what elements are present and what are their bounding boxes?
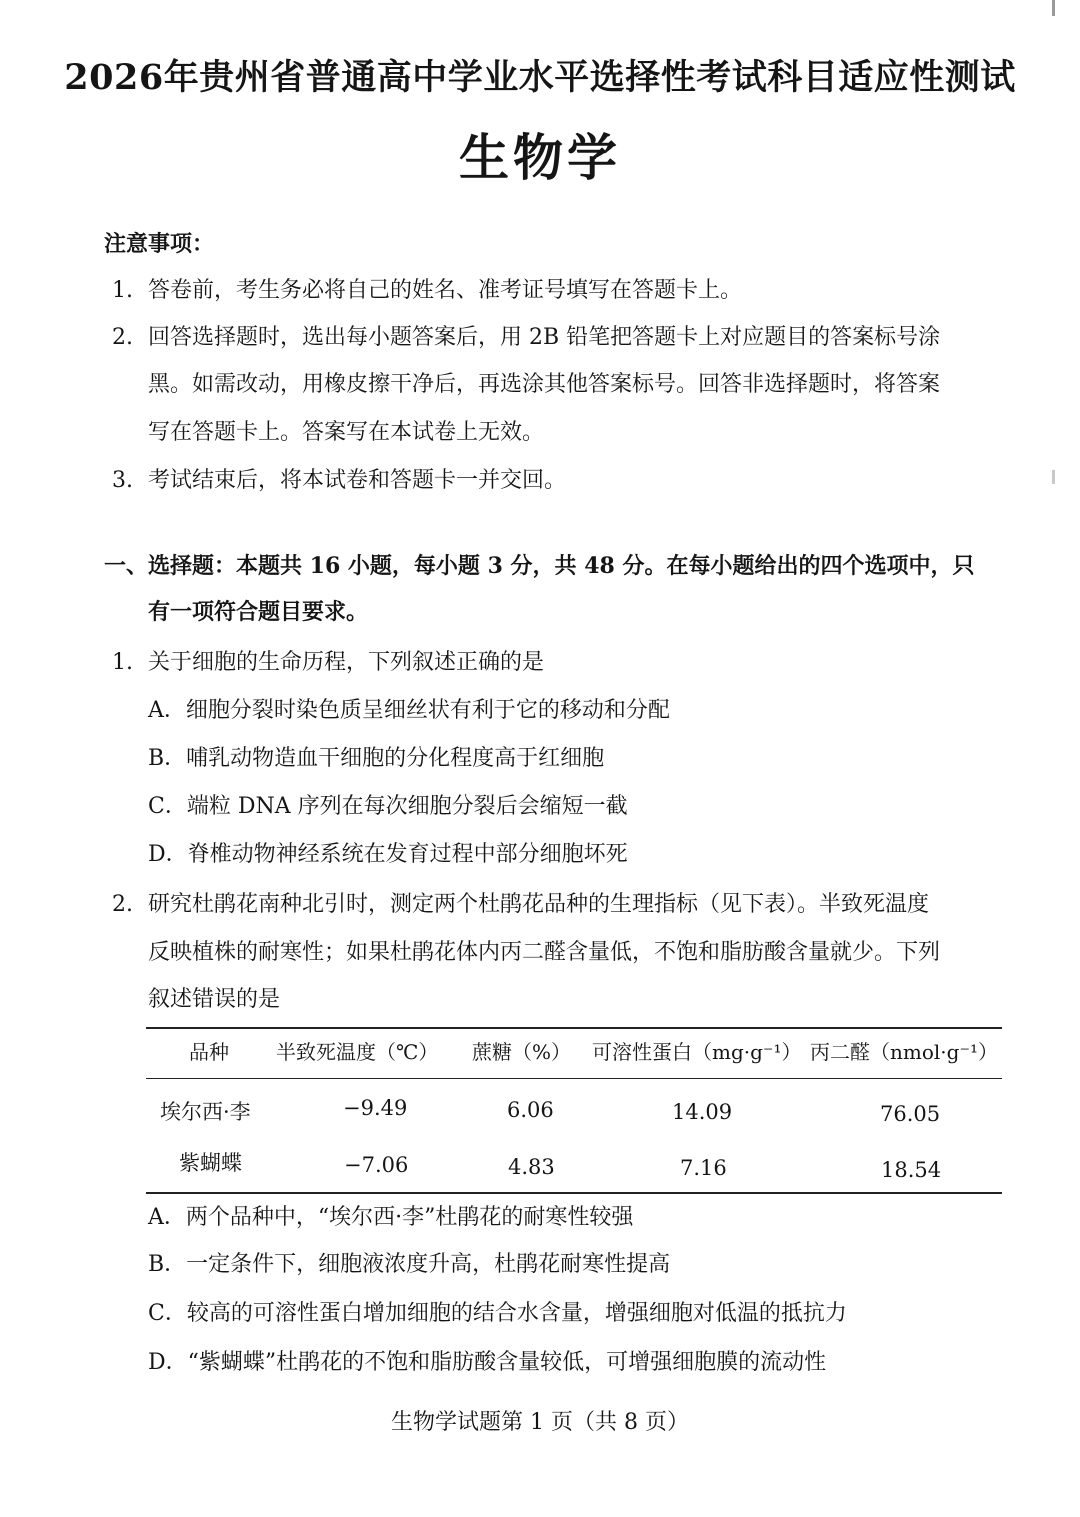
- table-cell: 7.16: [680, 1156, 727, 1180]
- table-cell: 6.06: [507, 1098, 554, 1122]
- notice-item-1: [112, 276, 742, 306]
- notice-item-text: 答卷前，考生务必将自己的姓名、准考证号填写在答题卡上。: [148, 278, 743, 303]
- question-1-stem: [112, 648, 544, 678]
- table-cell: 埃尔西·李: [160, 1100, 251, 1124]
- question-2-option-b: B．一定条件下，细胞液浓度升高，杜鹃花耐寒性提高: [148, 1252, 671, 1277]
- table-cell: 76.05: [880, 1102, 941, 1126]
- notice-item-text-line-2: 黑。如需改动，用橡皮擦干净后，再选涂其他答案标号。回答非选择题时，将答案: [148, 372, 941, 397]
- question-1-option-a: A．细胞分裂时染色质呈细丝状有利于它的移动和分配: [148, 698, 670, 723]
- question-2-stem-line-2: 反映植株的耐寒性；如果杜鹃花体内丙二醛含量低，不饱和脂肪酸含量就少。下列: [148, 940, 941, 965]
- page-footer: 生物学试题第 1 页（共 8 页）: [391, 1410, 689, 1435]
- question-1-option-c: C．端粒 DNA 序列在每次细胞分裂后会缩短一截: [148, 794, 628, 819]
- table-cell: −9.49: [343, 1096, 408, 1120]
- exam-title: 2026年贵州省普通高中学业水平选择性考试科目适应性测试: [64, 57, 1016, 98]
- notice-item-text: 考试结束后，将本试卷和答题卡一并交回。: [148, 468, 567, 493]
- table-header-rule: [146, 1078, 1002, 1079]
- table-bottom-rule: [146, 1192, 1002, 1194]
- table-header-lethal-temp: 半致死温度（℃）: [276, 1040, 439, 1064]
- table-header-sucrose: 蔗糖（%）: [472, 1040, 572, 1064]
- table-top-rule: [146, 1027, 1002, 1029]
- scan-mark: [1052, 470, 1055, 484]
- table-cell: 4.83: [508, 1155, 555, 1179]
- question-number: 2.: [112, 892, 133, 917]
- table-cell: 14.09: [672, 1100, 733, 1124]
- table-header-mda: 丙二醛（nmol·g⁻¹）: [810, 1040, 999, 1064]
- notice-item-2: [112, 323, 940, 353]
- question-1-option-b: B．哺乳动物造血干细胞的分化程度高于红细胞: [148, 746, 605, 771]
- notice-item-text-line-1: 回答选择题时，选出每小题答案后，用 2B 铅笔把答题卡上对应题目的答案标号涂: [148, 325, 941, 350]
- scan-mark: [1052, 0, 1055, 16]
- question-stem-line-1: 研究杜鹃花南种北引时，测定两个杜鹃花品种的生理指标（见下表）。半致死温度: [148, 892, 930, 917]
- section-heading-line-2: 有一项符合题目要求。: [148, 599, 369, 625]
- table-header-soluble-protein: 可溶性蛋白（mg·g⁻¹）: [592, 1040, 802, 1064]
- notice-item-3: [112, 466, 566, 496]
- notice-item-number: 1.: [112, 278, 133, 303]
- question-2-stem-line-3: 叙述错误的是: [148, 987, 281, 1012]
- section-heading-line-1: 一、选择题：本题共 16 小题，每小题 3 分，共 48 分。在每小题给出的四个选项中，只: [104, 553, 975, 579]
- question-2-option-d: D．“紫蝴蝶”杜鹃花的不饱和脂肪酸含量较低，可增强细胞膜的流动性: [148, 1350, 827, 1375]
- notice-item-number: 2.: [112, 325, 133, 350]
- question-2-stem: [112, 890, 929, 920]
- question-2-option-c: C．较高的可溶性蛋白增加细胞的结合水含量，增强细胞对低温的抵抗力: [148, 1301, 847, 1326]
- table-cell: −7.06: [344, 1153, 409, 1177]
- table-cell: 紫蝴蝶: [179, 1151, 242, 1175]
- notice-item-text-line-3: 写在答题卡上。答案写在本试卷上无效。: [148, 420, 545, 445]
- question-1-option-d: D．脊椎动物神经系统在发育过程中部分细胞坏死: [148, 842, 628, 867]
- table-cell: 18.54: [881, 1158, 942, 1182]
- question-number: 1.: [112, 650, 133, 675]
- subject-title: 生物学: [459, 128, 621, 187]
- question-2-option-a: A．两个品种中，“埃尔西·李”杜鹃花的耐寒性较强: [148, 1205, 634, 1230]
- notice-item-number: 3.: [112, 468, 133, 493]
- table-header-variety: 品种: [189, 1040, 229, 1064]
- question-stem-text: 关于细胞的生命历程，下列叙述正确的是: [148, 650, 545, 675]
- notice-heading: 注意事项：: [104, 231, 215, 257]
